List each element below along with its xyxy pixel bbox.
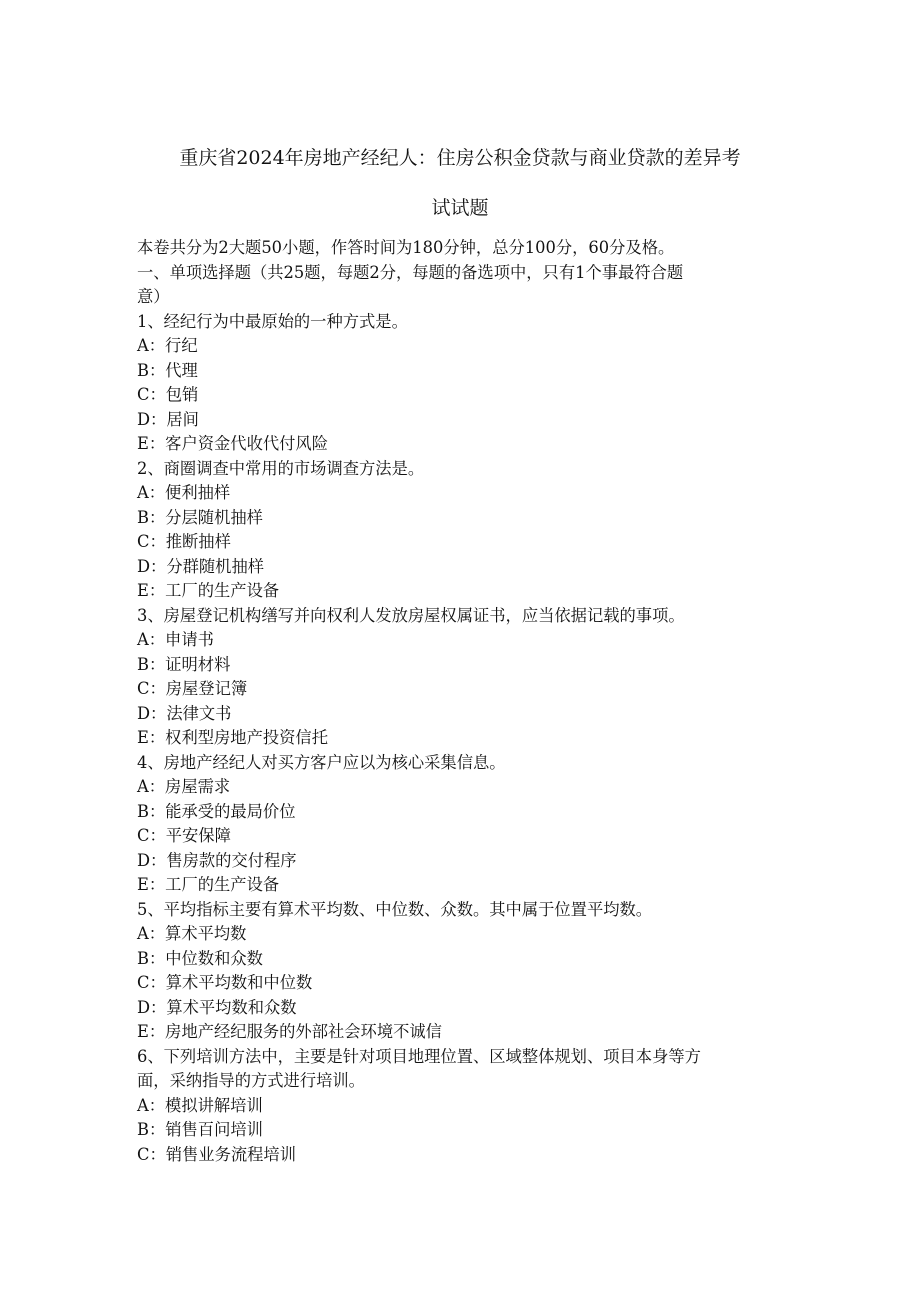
option-c: C：包销 (137, 385, 199, 404)
question-stem: 2、商圈调查中常用的市场调查方法是。 (137, 458, 425, 478)
option-b: B：销售百问培训 (137, 1120, 263, 1139)
option-c: C：房屋登记簿 (137, 679, 248, 698)
option-a: A：便利抽样 (137, 483, 231, 502)
option-e: E：房地产经纪服务的外部社会环境不诚信 (137, 1022, 442, 1041)
option-b: B：代理 (137, 360, 198, 380)
question-stem: 1、经纪行为中最原始的一种方式是。 (137, 311, 408, 331)
option-b: B：能承受的最局价位 (137, 801, 296, 821)
option-c: C：推断抽样 (137, 532, 231, 551)
section-heading-line-1: 一、单项选择题（共25题，每题2分，每题的备选项中，只有1个事最符合题 (137, 262, 684, 282)
option-d: D：售房款的交付程序 (137, 850, 297, 870)
question-3 (137, 604, 787, 751)
option-e: E：客户资金代收代付风险 (137, 434, 328, 453)
document-title-line-2: 试试题 (431, 197, 489, 219)
question-stem: 4、房地产经纪人对买方客户应以为核心采集信息。 (137, 752, 506, 772)
option-a: A：申请书 (137, 630, 214, 649)
option-d: D：分群随机抽样 (137, 556, 265, 576)
option-d: D：算术平均数和众数 (137, 997, 297, 1017)
option-b: B：中位数和众数 (137, 948, 263, 968)
option-a: A：算术平均数 (137, 924, 247, 943)
option-b: B：证明材料 (137, 654, 231, 674)
option-a: A：房屋需求 (137, 777, 231, 796)
option-a: A：模拟讲解培训 (137, 1095, 263, 1115)
question-stem: 3、房屋登记机构缮写并向权利人发放房屋权属证书，应当依据记载的事项。 (137, 605, 685, 625)
question-stem-line-1: 6、下列培训方法中，主要是针对项目地理位置、区域整体规划、项目本身等方 (137, 1046, 701, 1066)
exam-intro: 本卷共分为2大题50小题，作答时间为180分钟，总分100分，60分及格。 (137, 238, 675, 257)
option-d: D：法律文书 (137, 703, 232, 723)
question-6 (137, 1045, 787, 1168)
document-body (137, 236, 787, 1167)
option-e: E：工厂的生产设备 (137, 581, 280, 600)
question-2 (137, 457, 787, 604)
option-a: A：行纪 (137, 336, 198, 355)
option-b: B：分层随机抽样 (137, 507, 263, 527)
question-4 (137, 751, 787, 898)
option-e: E：工厂的生产设备 (137, 875, 280, 894)
question-stem: 5、平均指标主要有算术平均数、中位数、众数。其中属于位置平均数。 (137, 899, 653, 919)
option-e: E：权利型房地产投资信托 (137, 728, 328, 747)
question-stem-line-2: 面，采纳指导的方式进行培训。 (137, 1071, 365, 1090)
option-c: C：平安保障 (137, 826, 231, 845)
option-c: C：销售业务流程培训 (137, 1144, 296, 1164)
document-title-line-1: 重庆省2024年房地产经纪人：住房公积金贷款与商业贷款的差异考 (179, 147, 741, 169)
option-c: C：算术平均数和中位数 (137, 973, 313, 992)
section-heading-line-2: 意） (137, 287, 170, 306)
question-1 (137, 310, 787, 457)
question-5 (137, 898, 787, 1045)
option-d: D：居间 (137, 409, 199, 429)
